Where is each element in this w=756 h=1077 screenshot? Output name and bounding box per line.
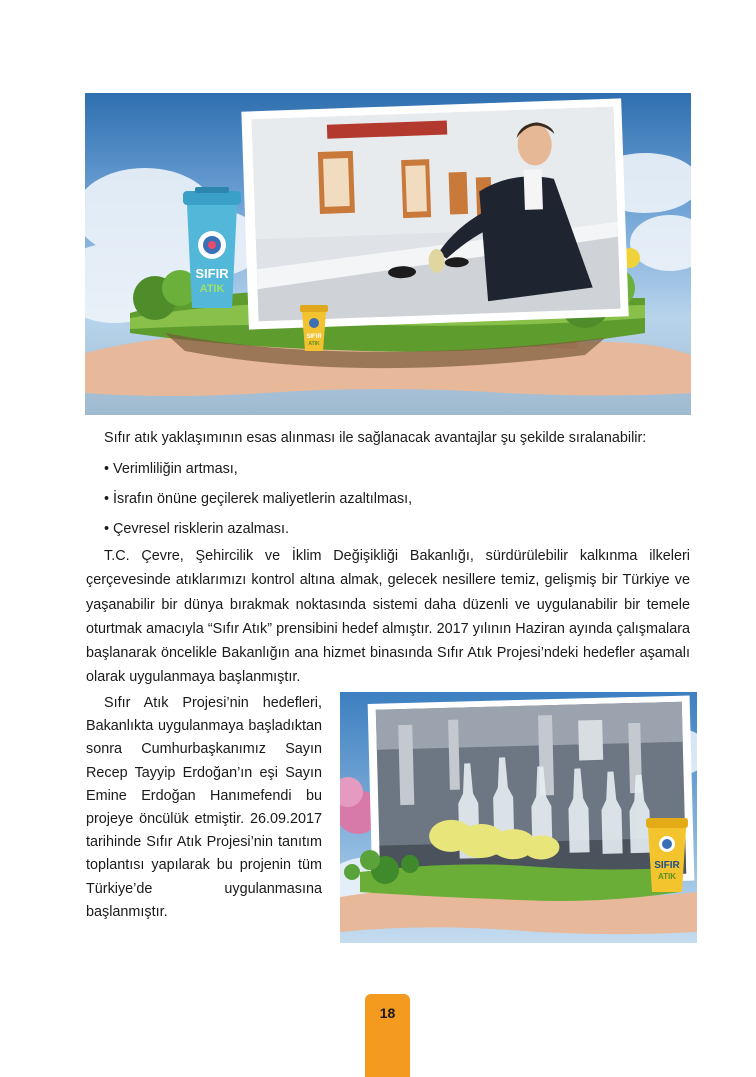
page-number: 18 (379, 1005, 396, 1021)
list-item: • Çevresel risklerin azalması. (104, 521, 289, 537)
page-number-badge (365, 994, 410, 1077)
blue-bin-label-line1: SIFIR (195, 266, 229, 281)
advantages-list (104, 457, 412, 547)
bottom-photo-illustration (340, 692, 697, 943)
project-paragraph: Sıfır Atık Projesi’nin hedefleri, Bakanlıkta uygulanmaya başladıktan sonra Cumhurbaşkanımız Sayın Recep Tayyip Erdoğan’ın eşi Sayın Emine Erdoğan Hanımefendi bu projeye öncülük etmiştir. 26.09.2017 tarihinde Sıfır Atık Projesi’nin tanıtım toplantısı yapılarak bu projenin tüm Türkiye’de uygulanmasına başlanmıştır. (86, 695, 322, 920)
small-bin-label-line1: SIFIR (306, 334, 322, 340)
zero-waste-bin-blue (183, 187, 241, 308)
intro-sentence: Sıfır atık yaklaşımının esas alınması ile sağlanacak avantajlar şu şekilde sıralanabilir: (104, 430, 647, 446)
zero-waste-bin-yellow (646, 818, 688, 892)
yellow-bin-label-line2: ATIK (657, 872, 677, 881)
list-item: • İsrafın önüne geçilerek maliyetlerin azaltılması, (104, 491, 413, 507)
top-photo-illustration (85, 93, 691, 415)
framed-office-photo (241, 98, 628, 329)
list-item: • Verimliliğin artması, (104, 461, 238, 477)
small-bin-label-line2: ATIK (308, 341, 320, 347)
blue-bin-label-line2: ATIK (199, 283, 225, 295)
ministry-paragraph: T.C. Çevre, Şehircilik ve İklim Değişikliği Bakanlığı, sürdürülebilir kalkınma ilkeleri çerçevesinde atıklarımızı kontrol altına almak, gelecek nesillere temiz, gelişmiş bir Türkiye ve yaşanabilir bir dünya bırakmak noktasında sistemi daha düzenli ve uygulanabilir bir temele oturtmak amacıyla “Sıfır Atık” prensibini hedef almıştır. 2017 yılının Haziran ayında çalışmalara başlanarak öncelikle Bakanlığın ana hizmet binasında Sıfır Atık Projesi’ndeki hedefler aşamalı olarak uygulanmaya başlanmıştır. (86, 548, 690, 686)
bottom-photo-bottle-factory (340, 692, 697, 943)
yellow-bin-label-line1: SIFIR (654, 860, 680, 871)
top-photo-zero-waste-office (85, 93, 691, 415)
